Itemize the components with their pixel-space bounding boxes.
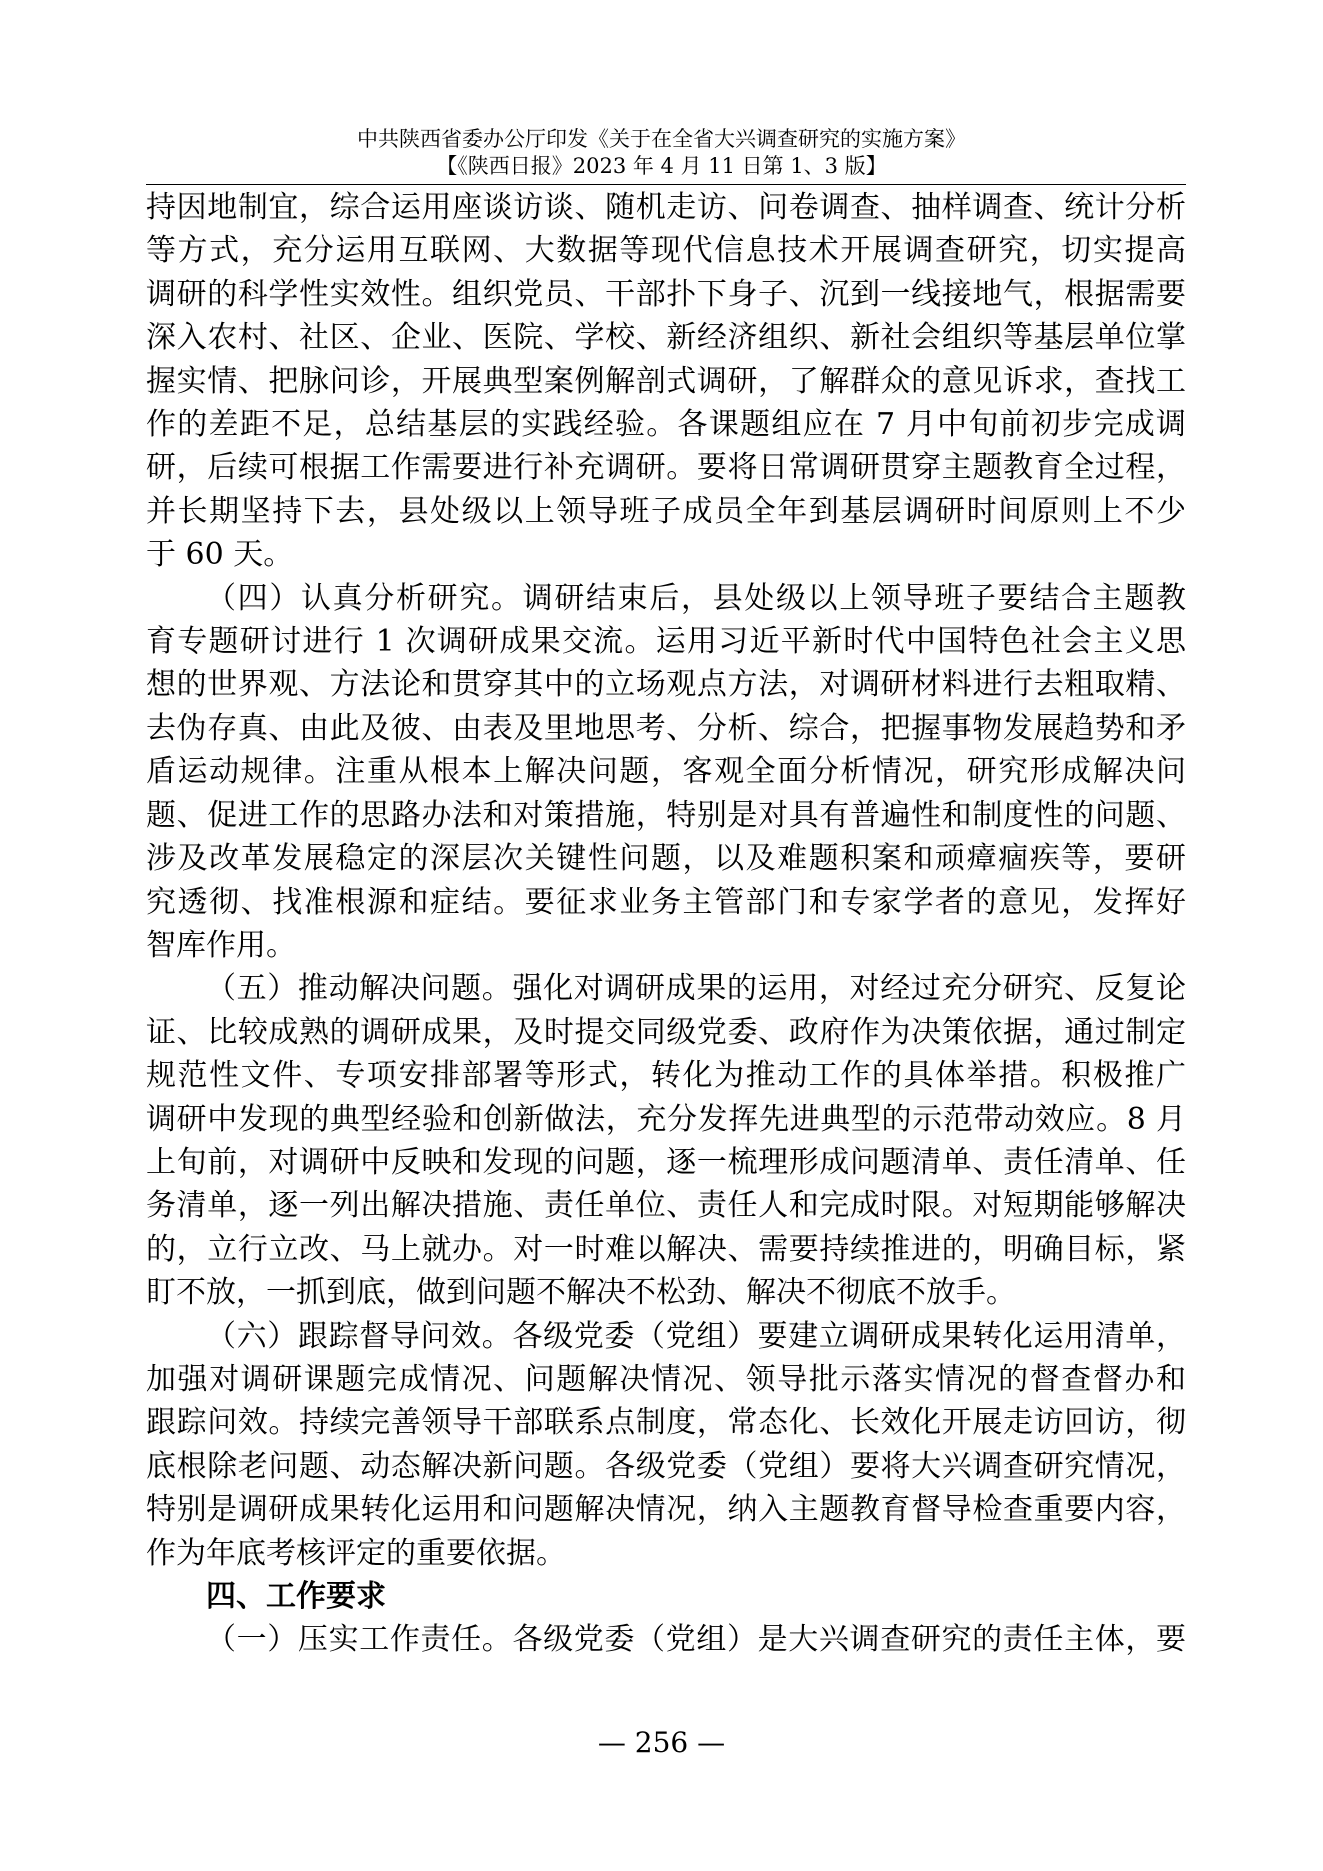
- text-line: 研，后续可根据工作需要进行补充调研。要将日常调研贯穿主题教育全过程，: [146, 450, 1186, 486]
- text-line: 调研的科学性实效性。组织党员、干部扑下身子、沉到一线接地气，根据需要: [146, 276, 1186, 312]
- text-line: 特别是调研成果转化运用和问题解决情况，纳入主题教育督导检查重要内容，: [146, 1492, 1186, 1528]
- text-line: 育专题研讨进行 1 次调研成果交流。运用习近平新时代中国特色社会主义思: [146, 624, 1186, 660]
- text-line: 盾运动规律。注重从根本上解决问题，客观全面分析情况，研究形成解决问: [146, 754, 1186, 790]
- text-line: 握实情、把脉问诊，开展典型案例解剖式调研，了解群众的意见诉求，查找工: [146, 363, 1186, 399]
- text-line: 题、促进工作的思路办法和对策措施，特别是对具有普遍性和制度性的问题、: [146, 797, 1186, 833]
- text-line: 于 60 天。: [146, 537, 294, 573]
- text-line: （五）推动解决问题。强化对调研成果的运用，对经过充分研究、反复论: [206, 971, 1186, 1007]
- text-line: 上旬前，对调研中反映和发现的问题，逐一梳理形成问题清单、责任清单、任: [146, 1144, 1186, 1180]
- text-line: 去伪存真、由此及彼、由表及里地思考、分析、综合，把握事物发展趋势和矛: [146, 710, 1186, 746]
- header-title: 中共陕西省委办公厅印发《关于在全省大兴调查研究的实施方案》: [357, 127, 966, 151]
- section-heading-work-requirements: [146, 1575, 1186, 1618]
- paragraph-analysis: [146, 577, 1186, 968]
- paragraph-continued: [146, 186, 1186, 577]
- text-line: （四）认真分析研究。调研结束后，县处级以上领导班子要结合主题教: [206, 580, 1186, 616]
- text-line: 涉及改革发展稳定的深层次关键性问题，以及难题积案和顽瘴痼疾等，要研: [146, 841, 1186, 877]
- text-line: 跟踪问效。持续完善领导干部联系点制度，常态化、长效化开展走访回访，彻: [146, 1405, 1186, 1441]
- paragraph-responsibility: [146, 1618, 1186, 1661]
- paragraph-solve-problems: [146, 967, 1186, 1314]
- text-line: 深入农村、社区、企业、医院、学校、新经济组织、新社会组织等基层单位掌: [146, 320, 1186, 356]
- page-number: — 256 —: [597, 1726, 726, 1759]
- section-heading: 四、工作要求: [206, 1579, 386, 1614]
- text-line: 想的世界观、方法论和贯穿其中的立场观点方法，对调研材料进行去粗取精、: [146, 667, 1186, 703]
- paragraph-supervision: [146, 1315, 1186, 1575]
- text-line: 作的差距不足，总结基层的实践经验。各课题组应在 7 月中旬前初步完成调: [146, 407, 1186, 443]
- text-line: 并长期坚持下去，县处级以上领导班子成员全年到基层调研时间原则上不少: [146, 493, 1186, 529]
- text-line: （一）压实工作责任。各级党委（党组）是大兴调查研究的责任主体，要: [206, 1622, 1186, 1658]
- text-line: 调研中发现的典型经验和创新做法，充分发挥先进典型的示范带动效应。8 月: [146, 1101, 1186, 1137]
- text-line: 规范性文件、专项安排部署等形式，转化为推动工作的具体举措。积极推广: [146, 1058, 1186, 1094]
- text-line: 持因地制宜，综合运用座谈访谈、随机走访、问卷调查、抽样调查、统计分析: [146, 190, 1186, 225]
- document-body: [146, 186, 1186, 1662]
- text-line: （六）跟踪督导问效。各级党委（党组）要建立调研成果转化运用清单，: [206, 1318, 1186, 1354]
- page-header: [0, 126, 1323, 180]
- text-line: 等方式，充分运用互联网、大数据等现代信息技术开展调查研究，切实提高: [146, 233, 1186, 269]
- text-line: 究透彻、找准根源和症结。要征求业务主管部门和专家学者的意见，发挥好: [146, 884, 1186, 920]
- text-line: 作为年底考核评定的重要依据。: [146, 1535, 566, 1571]
- header-divider: [146, 184, 1186, 185]
- text-line: 务清单，逐一列出解决措施、责任单位、责任人和完成时限。对短期能够解决: [146, 1188, 1186, 1224]
- text-line: 加强对调研课题完成情况、问题解决情况、领导批示落实情况的督查督办和: [146, 1361, 1186, 1397]
- text-line: 底根除老问题、动态解决新问题。各级党委（党组）要将大兴调查研究情况，: [146, 1448, 1186, 1484]
- header-source: 【《陕西日报》2023 年 4 月 11 日第 1、3 版】: [436, 154, 887, 178]
- text-line: 的，立行立改、马上就办。对一时难以解决、需要持续推进的，明确目标，紧: [146, 1231, 1186, 1267]
- text-line: 智库作用。: [146, 927, 296, 963]
- text-line: 盯不放，一抓到底，做到问题不解决不松劲、解决不彻底不放手。: [146, 1275, 1016, 1311]
- text-line: 证、比较成熟的调研成果，及时提交同级党委、政府作为决策依据，通过制定: [146, 1014, 1186, 1050]
